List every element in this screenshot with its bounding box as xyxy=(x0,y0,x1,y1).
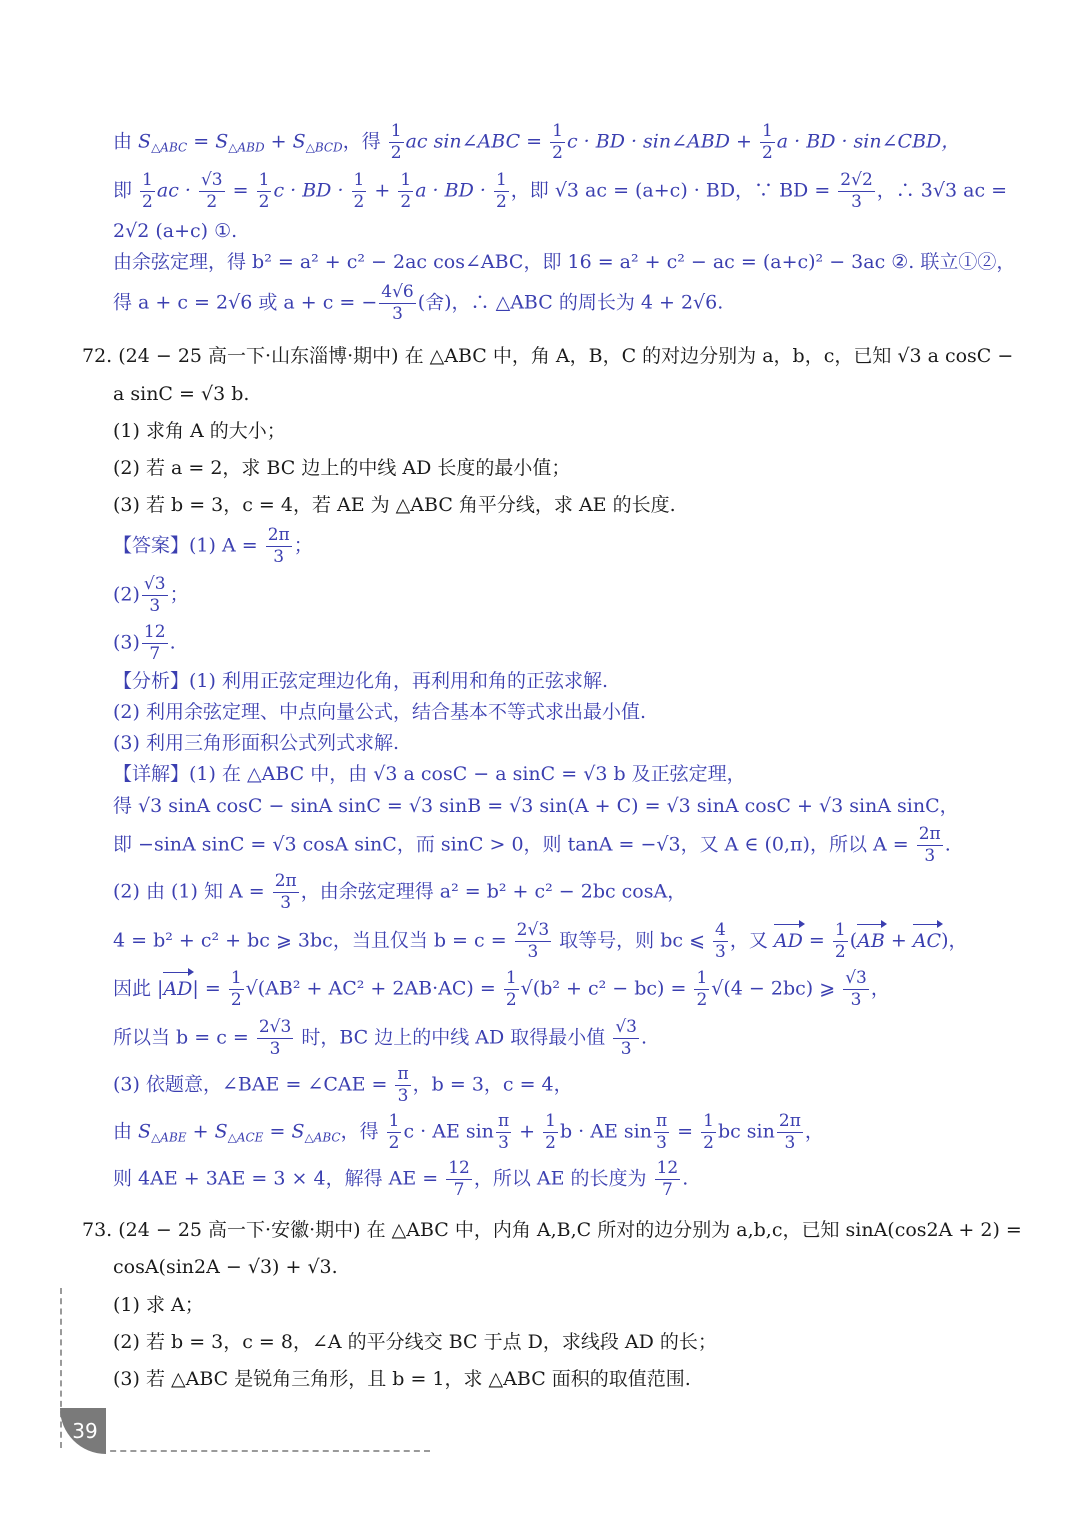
question-73-stem: cosA(sin2A − √3) + √3. xyxy=(113,1256,338,1278)
question-73-stem: 73. (24 − 25 高一下·安徽·期中) 在 △ABC 中，内角 A,B,C 所对的边分别为 a,b,c，已知 sinA(cos2A + 2) = xyxy=(82,1219,1022,1241)
detail-label: 【详解】 xyxy=(113,763,190,785)
detail-line: 得 √3 sinA cosC − sinA sinC = √3 sinB = √3 sin(A + C) = √3 sinA cosC + √3 sinA sinC， xyxy=(113,795,959,817)
question-72-stem: a sinC = √3 b. xyxy=(113,383,250,405)
detail-line: (2) 由 (1) 知 A = $\frac{2\pi}{3}$ ，由余弦定理得 a² = b² + c² − 2bc cosA， xyxy=(113,871,687,913)
detail-line: (3) 依题意，∠BAE = ∠CAE = $\frac{\pi}{3}$ ，b = 3，c = 4， xyxy=(113,1064,573,1106)
question-73-part: (1) 求 A； xyxy=(113,1294,204,1316)
analysis-label: 【分析】 xyxy=(113,670,190,692)
detail-line: 因此 |AD| = $\frac{1}{2}$ √(AB² + AC² + 2AB·AC) = $\frac{1}{2}$ √(b² + c² − bc) = $\frac{1}{2}$ √(4 − 2bc) ⩾ $\frac{√3}{3}$ ， xyxy=(113,968,890,1010)
answer-line: 【答案】(1) A = $\frac{2\pi}{3}$ ； xyxy=(113,525,313,567)
detail-line: 则 4AE + 3AE = 3 × 4，解得 AE = $\frac{12}{7}$ ，所以 AE 的长度为 $\frac{12}{7}$ . xyxy=(113,1158,689,1200)
question-72-part: (2) 若 a = 2，求 BC 边上的中线 AD 长度的最小值； xyxy=(113,457,571,479)
analysis-line: (3) 利用三角形面积公式列式求解. xyxy=(113,732,399,754)
analysis-line: (2) 利用余弦定理、中点向量公式，结合基本不等式求出最小值. xyxy=(113,701,646,723)
page-number: 39 xyxy=(60,1408,106,1454)
question-73-part: (3) 若 △ABC 是锐角三角形，且 b = 1，求 △ABC 面积的取值范围. xyxy=(113,1368,691,1390)
solution-line: 2√2 (a+c) ①. xyxy=(113,220,238,242)
question-72-part: (1) 求角 A 的大小； xyxy=(113,420,286,442)
answer-label: 【答案】 xyxy=(113,534,190,557)
detail-line: 【详解】(1) 在 △ABC 中，由 √3 a cosC − a sinC = √3 b 及正弦定理， xyxy=(113,763,746,785)
detail-line: 所以当 b = c = $\frac{2√3}{3}$ 时，BC 边上的中线 AD 取得最小值 $\frac{√3}{3}$ . xyxy=(113,1017,648,1059)
solution-line: 由 $S_{\triangle ABC} = S_{\triangle ABD} + S_{\triangle BCD}$，得 $\frac{1}{2}$ ac sin∠ABC = $\frac{1}{2}$ c · BD · sin∠ABD + $\frac{1}{2}$ a · BD · sin∠CBD， xyxy=(113,121,961,163)
solution-line: 由余弦定理，得 b² = a² + c² − 2ac cos∠ABC，即 16 = a² + c² − ac = (a+c)² − 3ac ②. 联立①②， xyxy=(113,251,1016,273)
analysis-line: 【分析】(1) 利用正弦定理边化角，再利用和角的正弦求解. xyxy=(113,670,609,692)
page-margin-dashed-line xyxy=(60,1288,62,1448)
page-footer-dashed-line xyxy=(100,1450,430,1452)
question-72-part: (3) 若 b = 3，c = 4，若 AE 为 △ABC 角平分线，求 AE 的长度. xyxy=(113,494,676,516)
solution-line: 即 $\frac{1}{2}$ ac · $\frac{√3}{2}$ = $\frac{1}{2}$ c · BD · $\frac{1}{2}$ + $\frac{1}{2}$ a · BD · $\frac{1}{2}$ ，即 √3 ac = (a+c) · BD，∵ BD = $\frac{2√2}{3}$ ，∴ 3√3 ac = xyxy=(113,170,1008,212)
detail-line: 即 −sinA sinC = √3 cosA sinC，而 sinC > 0，则 tanA = −√3，又 A ∈ (0,π)，所以 A = $\frac{2\pi}{3}$ . xyxy=(113,824,951,866)
answer-line: (3) $\frac{12}{7}$ . xyxy=(113,622,176,664)
solution-line: 得 a + c = 2√6 或 a + c = − $\frac{4√6}{3}$ (舍)，∴ △ABC 的周长为 4 + 2√6. xyxy=(113,282,724,324)
answer-line: (2) $\frac{√3}{3}$ ； xyxy=(113,574,189,616)
question-73-part: (2) 若 b = 3，c = 8，∠A 的平分线交 BC 于点 D，求线段 AD 的长； xyxy=(113,1331,717,1353)
question-72-stem: 72. (24 − 25 高一下·山东淄博·期中) 在 △ABC 中，角 A，B，C 的对边分别为 a，b，c，已知 √3 a cosC − xyxy=(82,345,1014,367)
detail-line: 4 = b² + c² + bc ⩾ 3bc，当且仅当 b = c = $\frac{2√3}{3}$ 取等号，则 bc ⩽ $\frac{4}{3}$ ，又 AD = $\frac{1}{2}$ (AB + AC)， xyxy=(113,920,968,962)
detail-line: 由 $S_{\triangle ABE} + S_{\triangle ACE} = S_{\triangle ABC}$，得 $\frac{1}{2}$ c · AE sin $\frac{\pi}{3}$ + $\frac{1}{2}$ b · AE sin $\frac{\pi}{3}$ = $\frac{1}{2}$ bc sin $\frac{2\pi}{3}$ ， xyxy=(113,1111,824,1153)
